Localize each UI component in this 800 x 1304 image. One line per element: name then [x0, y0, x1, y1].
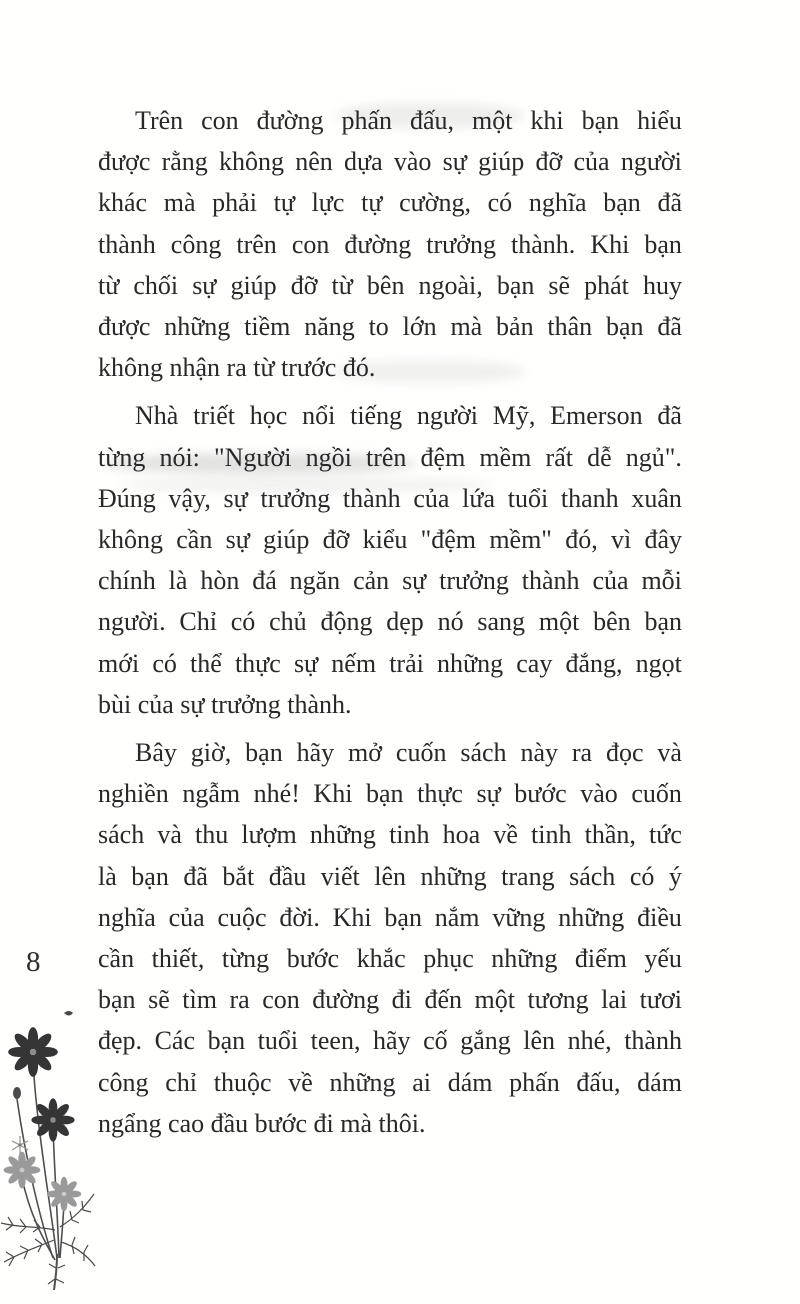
text-line: không cần sự giúp đỡ kiểu "đệm mềm" đó, vì đây [98, 525, 682, 555]
text-line: được những tiềm năng to lớn mà bản thân bạn đã [98, 312, 682, 342]
text-line: Đúng vậy, sự trưởng thành của lứa tuổi thanh xuân [98, 483, 682, 513]
paragraph [98, 732, 682, 1144]
text-line: cần thiết, từng bước khắc phục những điểm yếu [98, 944, 682, 974]
text-line: khác mà phải tự lực tự cường, có nghĩa bạn đã [98, 188, 682, 218]
page-number: 8 [26, 946, 41, 978]
text-line: từ chối sự giúp đỡ từ bên ngoài, bạn sẽ phát huy [98, 270, 682, 300]
text-block [98, 100, 682, 1144]
text-line: nghiền ngẫm nhé! Khi bạn thực sự bước vào cuốn [98, 779, 682, 809]
text-line: thành công trên con đường trưởng thành. Khi bạn [98, 229, 682, 259]
speck-icon [64, 1011, 73, 1016]
text-line: Nhà triết học nổi tiếng người Mỹ, Emerson đã [135, 401, 682, 431]
text-line: công chỉ thuộc về những ai dám phấn đấu, dám [98, 1067, 682, 1097]
text-line: ngẩng cao đầu bước đi mà thôi. [98, 1108, 426, 1138]
cosmos-flower-illustration [0, 1002, 112, 1302]
text-line: sách và thu lượm những tinh hoa về tinh thần, tức [98, 820, 682, 850]
text-line: là bạn đã bắt đầu viết lên những trang sách có ý [98, 861, 682, 891]
text-line: bạn sẽ tìm ra con đường đi đến một tương lai tươi [98, 985, 682, 1015]
text-line: từng nói: "Người ngồi trên đệm mềm rất dễ ngủ". [98, 442, 682, 472]
text-line: Trên con đường phấn đấu, một khi bạn hiểu [135, 106, 682, 135]
text-line: Bây giờ, bạn hãy mở cuốn sách này ra đọc và [135, 738, 682, 768]
text-line: đẹp. Các bạn tuổi teen, hãy cố gắng lên nhé, thành [98, 1026, 682, 1056]
paragraph [98, 395, 682, 725]
text-line: chính là hòn đá ngăn cản sự trưởng thành của mỗi [98, 566, 682, 596]
text-line: không nhận ra từ trước đó. [98, 353, 376, 383]
text-line: được rằng không nên dựa vào sự giúp đỡ của người [98, 147, 682, 177]
paragraph [98, 100, 682, 388]
text-line: người. Chỉ có chủ động dẹp nó sang một bên bạn [98, 607, 682, 637]
text-line: bùi của sự trưởng thành. [98, 689, 352, 719]
text-line: nghĩa của cuộc đời. Khi bạn nắm vững những điều [98, 902, 682, 932]
text-line: mới có thể thực sự nếm trải những cay đắng, ngọt [98, 648, 682, 678]
